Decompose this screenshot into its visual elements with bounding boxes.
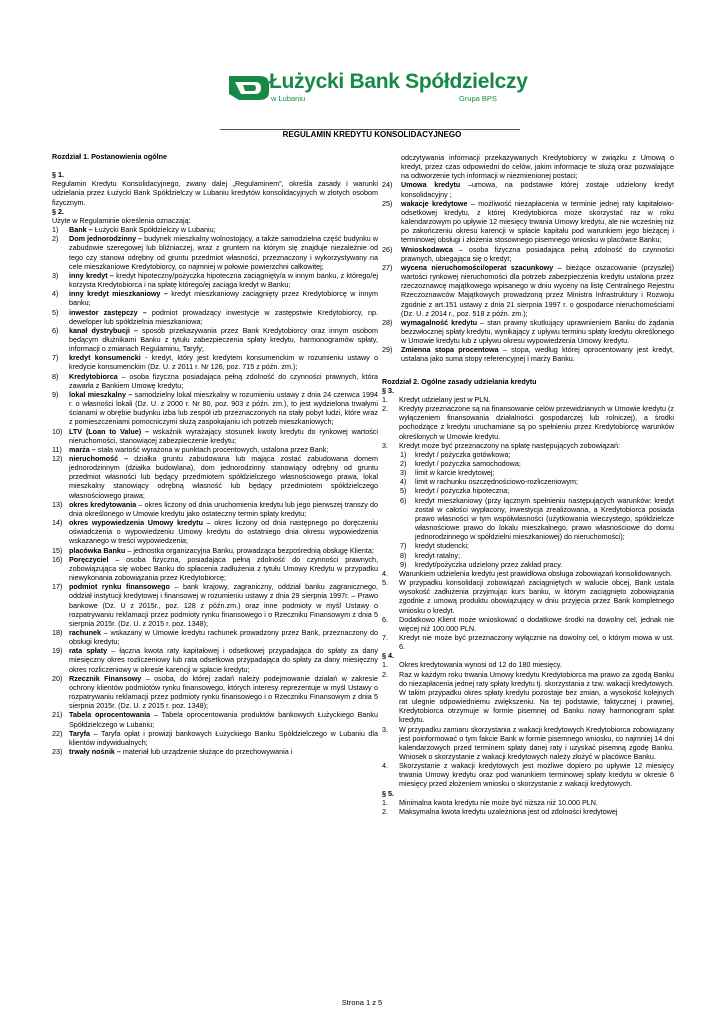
definition-item: [52, 646, 378, 673]
item-text: Kredyt może być przeznaczony na spłatę następujących zobowiązań:: [399, 440, 620, 450]
item-text: kredyt mieszkaniowy (przy łącznym spełnieniu następujących warunków: kredyt został w całości wypłacony, inwestycja zrealizowana, a Kredytobiorca posiada prawo własności w tym współwłasności (użytkowania wieczystego, spółdzielcze własnościowe prawo do lokalu mieszkalnego, prawo własnościowe do domu jednorodzinnego w spółdzielni mieszkaniowej) do nieruchomości);: [415, 495, 674, 542]
section-5-list: [382, 798, 674, 816]
definition-text: – bieżące oszacowanie (przyszłej) wartości rynkowej nieruchomości dla potrzeb zabezpieczenia kredytu ustalona przez rzeczoznawcę majątkowego wpisanego w dniu wyceny na listę Centralnego Rejestru Rzeczoznawców Majątkowych prowadzoną przez Ministra Infrastruktury i Rozwoju zgodnie z art.151 ustawy z dnia 21 sierpnia 1997 r. o gospodarce nieruchomościami (Dz. U. z 2014 r., poz. 518 z późn. zm.);: [401, 262, 674, 318]
item-text: Raz w każdym roku trwania Umowy kredytu Kredytobiorca ma prawo za zgodą Banku do niezapłacenia jednej raty spłaty kredytu tj. skorzystania z tzw. wakacji kredytowych. W takim przypadku okres spłaty kredytu pozostaje bez zmian, a wysokość kolejnych rat ulegnie odpowiedniemu zwiększeniu. Na tej podstawie, faktycznej i prawnej, Kredytobiorca otrzymuje w formie pisemnej od Banku nowy harmonogram spłat kredytu.: [399, 669, 674, 725]
item-number: 4.: [382, 761, 388, 771]
definition-text: stała wartość wyrażona w punktach procentowych, ustalona przez Bank;: [95, 444, 329, 454]
bank-group: Grupa BPS: [459, 94, 497, 103]
item-number: 3.: [382, 440, 388, 450]
item-number: 14): [52, 518, 63, 528]
item-number: 22): [52, 728, 63, 738]
definition-text: – wskazany w Umowie kredytu rachunek prowadzony przez Bank, przeznaczony do obsługi kredytu;: [69, 627, 378, 647]
definition-item: [52, 454, 378, 500]
definition-continuation: odczytywania informacji przekazywanych Kredytobiorcy w związku z Umową o kredyt, przez czas odpowiedni do celów, jakim informacje te służą oraz pozwalające na odtworzenie tych informacji w niezmienionej postaci;: [401, 153, 674, 181]
definition-item: [382, 263, 674, 318]
section-3-list-continued: [382, 569, 674, 651]
item-number: 18): [52, 627, 63, 637]
section-4-list: [382, 660, 674, 788]
item-number: 9): [400, 559, 407, 569]
item-number: 15): [52, 545, 63, 555]
definition-item: [52, 372, 378, 390]
item-text: Skorzystanie z wakacji kredytowych jest możliwe dopiero po upływie 12 miesięcy trwania Umowy kredytu oraz pod warunkiem terminowej spłaty kredytu w okresie 6 miesięcy przed złożeniem wniosku o skorzystanie z wakacji kredytowych.: [399, 761, 674, 789]
item-number: 1): [400, 449, 407, 459]
definition-text: – okres liczony od dnia uruchomienia kredytu lub jego pierwszej transzy do dnia określonego w Umowie kredytu jako ostateczny termin spłaty kredytu;: [69, 499, 378, 518]
definition-term: wymagalność kredytu: [401, 317, 478, 327]
section-3-sublist: [382, 450, 674, 569]
definition-term: Dom jednorodzinny –: [69, 234, 143, 244]
definition-term: okres wypowiedzenia Umowy kredytu: [69, 518, 203, 528]
item-number: 23): [52, 747, 63, 756]
definition-term: Zmienna stopa procentowa: [401, 345, 499, 355]
definition-item: [52, 308, 378, 326]
definition-text: sposób przekazywania przez Bank Kredytobiorcy oraz innym osobom będącym dłużnikami Banku z tytułu zabezpieczenia spłaty kredytu, harmonogramów spłaty, informacji o zmianach Regulaminu, Taryfy;: [69, 325, 378, 354]
item-text: limit w karcie kredytowej;: [415, 468, 495, 478]
definition-term: trwały nośnik –: [69, 747, 121, 756]
list-item: [382, 798, 674, 807]
definition-text: podmiot prowadzący inwestycje w zastępstwie Kredytobiorcy, np. deweloper lub spółdzielnia mieszkaniowa;: [69, 307, 378, 326]
bank-name: Łużycki Bank Spółdzielczy: [269, 70, 528, 93]
item-text: Maksymalna kwota kredytu uzależniona jest od zdolności kredytowej: [399, 806, 618, 816]
item-number: 2): [400, 459, 407, 468]
item-number: 19): [52, 646, 63, 656]
list-item: [400, 459, 674, 468]
item-text: limit w rachunku oszczędnościowo-rozliczeniowym;: [415, 477, 578, 487]
definition-term: podmiot rynku finansowego: [69, 582, 170, 592]
definition-text: budynek mieszkalny wolnostojący, a także samodzielna część budynku w zabudowie szeregowej lub bliźniaczej, wraz z gruntem na którym się znajduje niezależnie od tego czy stanowi odrębny od gruntu przedmiot własności, przeznaczony i wykorzystywany na cele mieszkaniowe Kredytobiorcy, co najmniej w połowie powierzchni całkowitej;: [69, 234, 378, 271]
list-item: [382, 395, 674, 404]
definition-item: [52, 518, 378, 545]
item-number: 27): [382, 262, 393, 272]
item-number: 17): [52, 582, 63, 592]
item-number: 1.: [382, 394, 388, 404]
item-number: 1.: [382, 660, 388, 670]
item-text: kredyt ratalny;: [415, 550, 461, 560]
item-text: Okres kredytowania wynosi od 12 do 180 miesięcy.: [399, 660, 562, 670]
list-item: [400, 560, 674, 569]
definition-text: – osoba, do której zadań należy podejmowanie działań w zakresie ochrony klientów podmiotów rynku finansowego, których interesy reprezentuje w myśl Ustawy o rozpatrywaniu reklamacji przez podmioty rynku finansowego i o Rzeczniku Finansowym z dnia 5 sierpnia 2015r. (Dz. U. z 2015 r. poz. 1348);: [69, 673, 378, 711]
left-column: [52, 152, 378, 756]
item-number: 2.: [382, 404, 388, 414]
definition-term: wycena nieruchomości/operat szacunkowy: [401, 262, 554, 272]
definition-text: materiał lub urządzenie służące do przechowywania i: [120, 747, 293, 756]
definition-item: [52, 546, 378, 555]
definition-term: Umowa kredytu: [401, 180, 461, 190]
definition-term: okres kredytowania: [69, 499, 137, 509]
item-text: kredyt / pożyczka hipoteczna;: [415, 486, 510, 496]
definition-item: [52, 500, 378, 518]
section-2-heading: § 2.: [52, 206, 64, 216]
list-item: [382, 660, 674, 669]
definition-term: rachunek: [69, 627, 101, 637]
definition-term: Poręczyciel: [69, 554, 109, 564]
definition-item: [382, 180, 674, 198]
list-item: [382, 615, 674, 633]
list-item: [382, 807, 674, 816]
definition-term: Taryfa: [69, 728, 91, 738]
definition-item: [52, 353, 378, 371]
definition-item: [52, 234, 378, 271]
definition-term: LTV (Loan to Value) –: [69, 426, 149, 436]
item-number: 3): [52, 270, 59, 280]
definition-text: – Tabela oprocentowania produktów bankowych Łużyckiego Banku Spółdzielczego w Lubaniu;: [69, 710, 379, 729]
list-item: [400, 551, 674, 560]
item-number: 6.: [382, 614, 388, 624]
item-number: 7.: [382, 632, 388, 642]
list-item: [382, 670, 674, 725]
item-text: Warunkiem udzielenia kredytu jest prawidłowa obsługa zobowiązań konsolidowanych.: [399, 568, 673, 578]
item-text: kredyt / pożyczka samochodowa;: [415, 459, 521, 468]
section-1-text: Regulamin Kredytu Konsolidacyjnego, zwany dalej „Regulaminem”, określa zasady i warunki udzielania przez Łużycki Bank Spółdzielczy w Lubaniu kredytów konsolidacyjnych w złotych osobom fizycznym.: [52, 179, 378, 207]
item-number: 1.: [382, 797, 388, 807]
item-number: 2): [52, 234, 59, 244]
item-number: 8): [52, 371, 59, 381]
item-text: Kredyt nie może być przeznaczony wyłącznie na dowolny cel, o którym mowa w ust. 6.: [399, 632, 674, 652]
section-1-heading: § 1.: [52, 170, 64, 180]
list-item: [400, 468, 674, 477]
chapter-1-heading: Rozdział 1. Postanowienia ogólne: [52, 152, 168, 161]
item-number: 5): [400, 486, 407, 496]
definition-text: – jednostka organizacyjna Banku, prowadząca bezpośrednią obsługę Klienta;: [125, 545, 374, 555]
definition-term: marża –: [69, 444, 96, 454]
definition-item: [52, 390, 378, 427]
definition-term: placówka Banku: [69, 545, 126, 555]
list-item: [400, 496, 674, 542]
section-3-heading: § 3.: [382, 385, 394, 395]
list-item: [400, 450, 674, 459]
definition-text: – osoba fizyczna posiadająca pełną zdolność do czynności prawnych, ubiegająca się o kredyt;: [401, 244, 674, 263]
definition-item: [52, 271, 378, 289]
item-number: 26): [382, 244, 393, 254]
item-number: 13): [52, 499, 63, 509]
definition-item: [52, 427, 378, 445]
definition-text: – osoba fizyczna posiadająca pełną zdolność do czynności prawnych, która zawarła z Bankiem Umowę kredytu;: [69, 371, 378, 390]
list-item: [382, 578, 674, 615]
item-number: 20): [52, 673, 63, 683]
definition-term: inwestor zastępczy –: [69, 307, 147, 317]
item-text: Kredyt udzielany jest w PLN.: [399, 394, 491, 404]
item-number: 24): [382, 180, 393, 190]
definition-item: [52, 710, 378, 728]
definition-text: –umowa, na podstawie której zostaje udzielony kredyt konsolidacyjny ;: [401, 180, 674, 199]
item-number: 6): [52, 325, 59, 335]
item-text: Minimalna kwota kredytu nie może być niższa niż 10.000 PLN.: [399, 797, 598, 807]
definition-item: [52, 747, 378, 756]
section-5-heading: § 5.: [382, 788, 394, 798]
item-number: 2.: [382, 669, 388, 679]
bank-city: w Lubaniu: [271, 94, 306, 103]
definition-text: – stan prawny skutkujący uprawnieniem Banku do żądania bezzwłocznej spłaty kredytu, wynikający z upływu terminu spłaty kredytu określonego w Umowie kredytu lub z upływu okresu wypowiedzenia Umowy kredytu.: [401, 317, 674, 346]
section-2-intro: Użyte w Regulaminie określenia oznaczają:: [52, 215, 191, 225]
item-number: 1): [52, 225, 59, 235]
list-item: [382, 725, 674, 762]
bank-header: [225, 70, 528, 106]
item-number: 11): [52, 444, 62, 454]
definition-text: kredyt hipoteczny/pożyczka hipoteczna zaciągnięty/a w innym banku, z którego/ej korzysta Kredytobiorca i na spłatę którego/ej zaciąga kredyt w Banku;: [69, 270, 379, 290]
definition-item: [52, 555, 378, 582]
definition-text: – Taryfa opłat i prowizji bankowych Łużyckiego Banku Spółdzielczego w Lubaniu dla klientów indywidualnych;: [69, 728, 378, 747]
item-number: 2.: [382, 806, 388, 816]
definition-term: Rzecznik Finansowy: [69, 673, 142, 683]
definitions-list: [52, 225, 378, 756]
definition-text: – okres liczony od dnia następnego po doręczeniu oświadczenia o wypowiedzeniu Umowy kredytu do ostatniego dnia okresu wypowiedzenia wskazanego w treści wypowiedzenia;: [69, 518, 379, 546]
definition-text: – bank krajowy, zagraniczny, oddział banku zagranicznego, oddział instytucji kredytowej i finansowej w rozumieniu ustawy z dnia 29 sierpnia 1997r. – Prawo bankowe (Dz. U z 2015r., poz. 128 z późn.zm.) oraz inne podmioty w myśl Ustawy o rozpatrywaniu reklamacji przez podmioty rynku finansowego i o Rzeczniku Finansowym z dnia 5 sierpnia 2015r. (Dz. U. z 2015 r. poz. 1348);: [69, 582, 378, 628]
definitions-list-continued: [382, 180, 674, 363]
definition-item: [382, 245, 674, 263]
definition-text: – stopa, według której oprocentowany jest kredyt, ustalana jako suma stopy referencyjnej i marży Banku.: [401, 345, 674, 364]
document-title: REGULAMIN KREDYTU KONSOLIDACYJNEGO: [282, 130, 462, 139]
definition-item: [382, 199, 674, 245]
section-3-list: [382, 395, 674, 450]
list-item: [382, 761, 674, 788]
definition-term: Tabela oprocentowania: [69, 710, 151, 720]
item-number: 4): [52, 289, 59, 299]
item-number: 10): [52, 426, 63, 436]
list-item: [382, 569, 674, 578]
item-number: 25): [382, 198, 393, 208]
definition-item: [52, 674, 378, 711]
right-column: [382, 153, 674, 816]
definition-term: Kredytobiorca: [69, 371, 118, 381]
item-number: 28): [382, 317, 393, 327]
item-text: W przypadku konsolidacji zobowiązań zaciągniętych w walucie obcej, Bank ustala wysokość zadłużenia przyjmując kurs banku, w którym zaciągnięto zobowiązania zgodnie z umową produktu obowiązujący w dniu przyjęcia przez Bank kompletnego wniosku o kredyt.: [399, 578, 674, 615]
item-number: 29): [382, 345, 393, 355]
definition-item: [52, 326, 378, 353]
definition-item: [52, 582, 378, 628]
item-number: 8): [400, 550, 407, 560]
item-number: 12): [52, 454, 63, 463]
list-item: [382, 633, 674, 651]
definition-item: [382, 318, 674, 345]
definition-text: Łużycki Bank Spółdzielczy w Lubaniu;: [92, 225, 216, 235]
item-number: 4): [400, 477, 407, 487]
definition-text: – możliwość niezapłacenia w terminie jednej raty kapitałowo-odsetkowej kredytu, z której Kredytobiorca może skorzystać raz w roku kalendarzowym po upływie 12 miesięcy trwania Umowy kredytu, ale nie wcześniej niż po zakończeniu okresu karencji w spłacie kapitału pod warunkiem jego bieżącej i terminowej obsługi i złożenia stosownego pisemnego wniosku w placówce Banku;: [401, 198, 674, 245]
item-number: 4.: [382, 568, 388, 578]
bank-logo-icon: [225, 72, 273, 104]
item-number: 3.: [382, 724, 388, 734]
item-number: 5): [52, 307, 59, 317]
item-text: kredyt/pożyczka udzielony przez zakład pracy.: [415, 559, 563, 569]
page-number: Strona 1 z 5: [341, 998, 383, 1007]
item-text: W przypadku zamiaru skorzystania z wakacji kredytowych Kredytobiorca zobowiązany jest poinformować o tym fakcie Bank w formie pisemnego wniosku, co najmniej 14 dni kalendarzowych przed terminem spłaty danej raty i uzyskać pisemną zgodę Banku. Wniosek o skorzystanie z wakacji kredytowych należy złożyć w placówce Banku.: [399, 724, 674, 761]
definition-text: samodzielny lokal mieszkalny w rozumieniu ustawy z dnia 24 czerwca 1994 r. o własności lokali (Dz. U. z 2000 r. Nr 80, poz. 903 z późn. zm.), to jest wydzielona trwałymi ścianami w obrębie budynku izba lub zespół izb przeznaczonych na stały pobyt ludzi, które wraz z pomieszczeniami pomocniczymi służą zaspokajaniu ich potrzeb mieszkaniowych;: [69, 389, 378, 427]
definition-text: - kredyt, który jest kredytem konsumenckim w rozumieniu ustawy o kredycie konsumenckim (Dz. U. z 2011 r. Nr 126, poz. 715 z późn. zm.);: [69, 353, 378, 372]
item-text: kredyt / pożyczka gotówkowa;: [415, 449, 511, 459]
definition-item: [52, 225, 378, 234]
item-text: Kredyty przeznaczone są na finansowanie celów przewidzianych w Umowie kredytu (z wyłączeniem finansowania działalności gospodarczej lub rolniczej), a środki pochodzące z kredytu uruchamiane są po spełnieniu przez Kredytobiorcę warunków określonych w Umowie kredytu.: [399, 404, 674, 441]
item-number: 9): [52, 389, 59, 399]
item-number: 16): [52, 554, 63, 564]
definition-term: rata spłaty: [69, 646, 108, 656]
definition-text: wskaźnik wyrażający stosunek kwoty kredytu do rynkowej wartości nieruchomości, stanowiącej zabezpieczenie kredytu;: [69, 426, 379, 445]
definition-text: działka gruntu zabudowana lub mająca zostać zabudowana domem jednorodzinnym (działka budowlana), dom jednorodzinny stanowiący odrębny od gruntu przedmiot własności lub będący przedmiotem spółdzielczego własnościowego prawa, lokal mieszkalny stanowiący odrębną własność lub będący przedmiotem spółdzielczego własnościowego prawa;: [69, 454, 378, 500]
definition-term: Bank –: [69, 225, 93, 235]
list-item: [382, 441, 674, 450]
definition-item: [52, 729, 378, 747]
definition-term: inny kredyt –: [69, 270, 114, 280]
definition-term: Wnioskodawca: [401, 244, 453, 254]
list-item: [400, 541, 674, 550]
item-number: 3): [400, 468, 407, 478]
list-item: [382, 404, 674, 441]
list-item: [400, 486, 674, 495]
definition-text: – łączna kwota raty kapitałowej i odsetkowej przypadająca do spłaty za dany miesięczny okres rozliczeniowy lub rata odsetkowa przypadająca do spłaty za dany miesięczny okres rozliczeniowy w okresie karencji w spłacie kredytu;: [69, 646, 378, 674]
definition-term: kredyt konsumencki: [69, 353, 141, 363]
section-4-heading: § 4.: [382, 651, 394, 661]
list-item: [400, 477, 674, 486]
item-text: kredyt studencki;: [415, 541, 469, 551]
definition-item: [382, 345, 674, 363]
definition-term: wakacje kredytowe: [401, 198, 468, 208]
definition-term: kanał dystrybucji –: [69, 325, 138, 335]
definition-item: [52, 445, 378, 454]
definition-term: inny kredyt mieszkaniowy –: [69, 289, 168, 299]
definition-item: [52, 289, 378, 307]
item-text: Dodatkowo Klient może wnioskować o dodatkowe środki na dowolny cel, jednak nie więcej niż 100.000 PLN.: [399, 614, 674, 633]
item-number: 21): [52, 710, 63, 720]
item-number: 6): [400, 495, 407, 505]
definition-text: – osoba fizyczna, posiadająca pełną zdolność do czynności prawnych, zobowiązująca się wobec Banku do spłacenia zadłużenia z tytułu Umowy Kredytu w przypadku niewykonania zobowiązania przez Kredytobiorcę;: [69, 554, 378, 583]
item-number: 7): [400, 541, 407, 551]
definition-term: lokal mieszkalny –: [69, 389, 133, 399]
definition-term: nieruchomość –: [69, 454, 129, 463]
chapter-2-heading: Rozdział 2. Ogólne zasady udzielania kredytu: [382, 376, 537, 386]
definition-text: kredyt mieszkaniowy zaciągnięty przez Kredytobiorcę w innym banku;: [69, 289, 378, 308]
item-number: 5.: [382, 578, 388, 588]
item-number: 7): [52, 353, 59, 363]
definition-item: [52, 628, 378, 646]
